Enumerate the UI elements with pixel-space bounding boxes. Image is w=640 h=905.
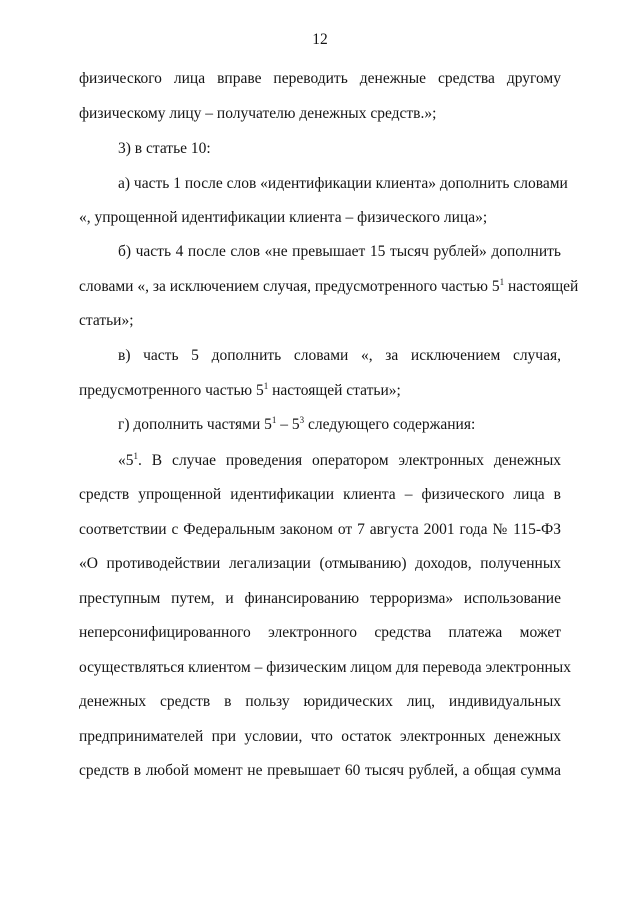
text-line	[79, 382, 561, 400]
text-line: «О противодействии легализации (отмыванию) доходов, полученных	[79, 555, 561, 572]
text-line: преступным путем, и финансированию терроризма» использование	[79, 590, 561, 607]
text-line	[79, 277, 579, 296]
text-line: статьи»;	[79, 312, 134, 329]
text-line: в) часть 5 дополнить словами «, за исключением случая,	[118, 347, 561, 364]
superscript: 3	[299, 415, 305, 425]
text-segment: настоящей	[504, 278, 579, 295]
text-line: 3) в статье 10:	[118, 140, 211, 157]
text-line: средств в любой момент не превышает 60 тысяч рублей, а общая сумма	[79, 762, 561, 779]
text-segment: «5	[118, 452, 134, 469]
superscript: 1	[271, 415, 277, 425]
text-line: б) часть 4 после слов «не превышает 15 тысяч рублей» дополнить	[118, 243, 561, 260]
text-line	[118, 452, 561, 470]
text-line: «, упрощенной идентификации клиента – физического лица»;	[79, 209, 488, 226]
text-line: средств упрощенной идентификации клиента – физического лица в	[79, 486, 561, 503]
text-line: предпринимателей при условии, что остаток электронных денежных	[79, 728, 561, 745]
text-segment: – 5	[276, 416, 300, 433]
text-segment: предусмотренного частью 5	[79, 382, 264, 399]
text-segment: словами «, за исключением случая, предусмотренного частью 5	[79, 278, 500, 295]
text-line: денежных средств в пользу юридических лиц, индивидуальных	[79, 693, 561, 710]
page-number: 12	[312, 31, 328, 48]
text-line: осуществляться клиентом – физическим лицом для перевода электронных	[79, 659, 571, 676]
text-line	[118, 416, 561, 434]
text-segment: . В случае проведения оператором электронных денежных	[138, 452, 561, 469]
superscript: 1	[263, 381, 269, 391]
text-line: физического лица вправе переводить денежные средства другому	[79, 70, 561, 87]
text-segment: г) дополнить частями 5	[118, 416, 272, 433]
text-line: неперсонифицированного электронного средства платежа может	[79, 624, 561, 641]
text-line: соответствии с Федеральным законом от 7 августа 2001 года № 115-ФЗ	[79, 521, 561, 538]
text-line: физическому лицу – получателю денежных средств.»;	[79, 105, 437, 122]
text-segment: следующего содержания:	[304, 416, 476, 433]
superscript: 1	[499, 277, 505, 287]
text-segment: настоящей статьи»;	[268, 382, 401, 399]
text-line: а) часть 1 после слов «идентификации клиента» дополнить словами	[118, 175, 568, 192]
superscript: 1	[133, 451, 138, 461]
